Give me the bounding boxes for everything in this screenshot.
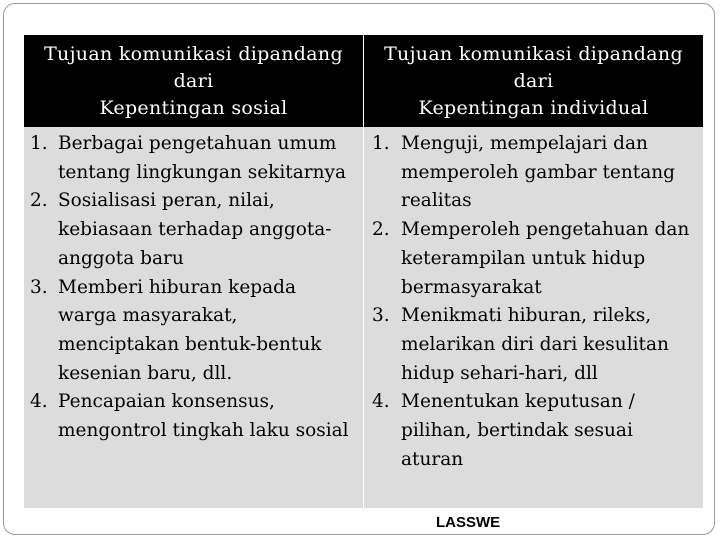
list-item <box>24 274 363 389</box>
item-number: 2. <box>372 219 390 241</box>
header-line: Tujuan komunikasi dipandang <box>44 43 343 65</box>
individual-list <box>364 130 703 474</box>
footer-label: LASSWE <box>436 514 501 531</box>
list-item <box>24 388 363 445</box>
header-line: dari <box>513 70 554 92</box>
item-text: Menentukan keputusan / pilihan, bertindak sesuai aturan <box>401 391 635 470</box>
header-line: dari <box>173 70 214 92</box>
item-number: 4. <box>372 391 390 413</box>
item-number: 1. <box>30 133 48 154</box>
item-number: 4. <box>30 391 48 413</box>
item-number: 3. <box>30 276 48 298</box>
item-text: Memperoleh pengetahuan dan keterampilan untuk hidup bermasyarakat <box>401 219 690 298</box>
item-text: Berbagai pengetahuan umum tentang lingkungan sekitarnya <box>58 133 346 183</box>
header-individual <box>364 35 703 127</box>
header-line: Kepentingan sosial <box>99 97 288 119</box>
individual-list-cell <box>364 127 703 508</box>
header-line: Tujuan komunikasi dipandang <box>384 43 683 65</box>
header-social <box>24 35 364 127</box>
list-item <box>24 187 363 273</box>
list-item <box>364 216 703 302</box>
item-number: 3. <box>372 305 390 327</box>
item-number: 2. <box>30 190 48 212</box>
item-number: 1. <box>372 133 390 154</box>
item-text: Menikmati hiburan, rileks, melarikan diri dari kesulitan hidup sehari-hari, dll <box>401 305 669 384</box>
item-text: Sosialisasi peran, nilai, kebiasaan terhadap anggota-anggota baru <box>58 190 332 269</box>
list-item <box>364 130 703 216</box>
comparison-table <box>24 35 703 508</box>
item-text: Pencapaian konsensus, mengontrol tingkah laku sosial <box>58 391 349 442</box>
item-text: Memberi hiburan kepada warga masyarakat, menciptakan bentuk-bentuk kesenian baru, dll. <box>58 276 322 384</box>
social-list-cell <box>24 127 364 508</box>
item-text: Menguji, mempelajari dan memperoleh gambar tentang realitas <box>401 133 675 212</box>
list-item <box>364 302 703 388</box>
header-line: Kepentingan individual <box>418 97 649 119</box>
list-item <box>24 130 363 187</box>
social-list <box>24 130 363 446</box>
list-item <box>364 388 703 474</box>
